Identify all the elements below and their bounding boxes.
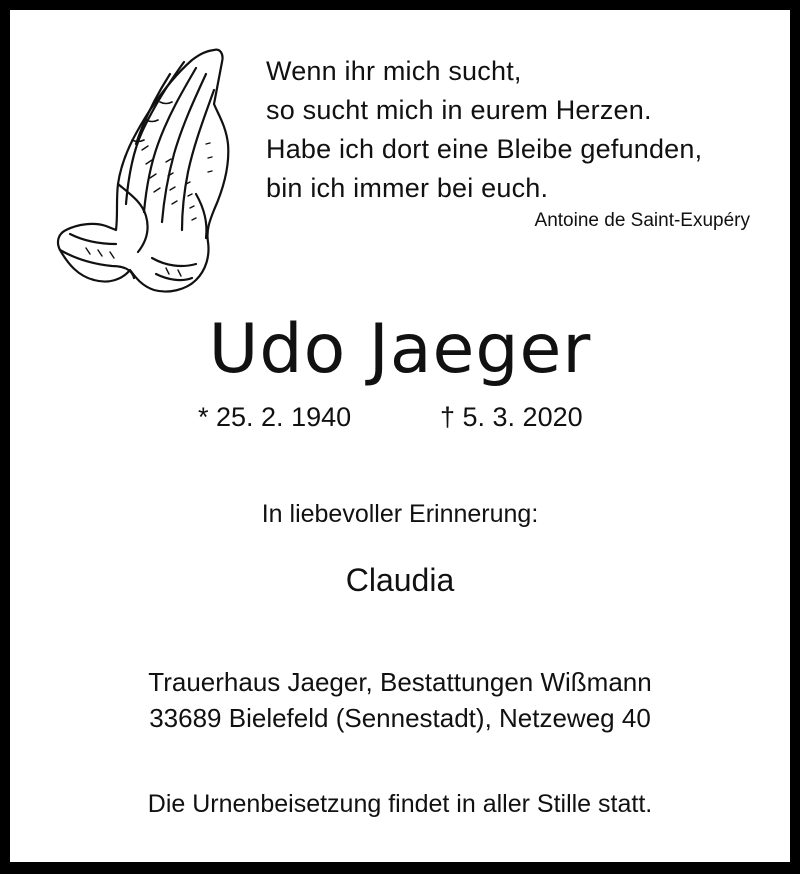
death-date: † 5. 3. 2020 xyxy=(440,402,583,432)
mourner-name: Claudia xyxy=(345,562,455,598)
poem-line: Wenn ihr mich sucht, xyxy=(266,56,522,86)
funeral-home-line: 33689 Bielefeld (Sennestadt), Netzeweg 40 xyxy=(149,703,651,733)
funeral-home-line: Trauerhaus Jaeger, Bestattungen Wißmann xyxy=(148,667,652,697)
praying-hands-icon xyxy=(46,44,242,302)
funeral-home xyxy=(10,664,790,736)
birth-date: * 25. 2. 1940 xyxy=(198,402,352,432)
poem-line: so sucht mich in eurem Herzen. xyxy=(266,95,652,125)
poem-author: Antoine de Saint-Exupéry xyxy=(534,210,750,231)
obituary-card xyxy=(10,10,790,862)
deceased-name: Udo Jaeger xyxy=(208,310,592,389)
memory-intro: In liebevoller Erinnerung: xyxy=(261,500,539,528)
poem-line: bin ich immer bei euch. xyxy=(266,173,549,203)
poem-line: Habe ich dort eine Bleibe gefunden, xyxy=(266,134,703,164)
poem xyxy=(266,52,766,208)
burial-notice: Die Urnenbeisetzung findet in aller Stille statt. xyxy=(147,790,653,818)
